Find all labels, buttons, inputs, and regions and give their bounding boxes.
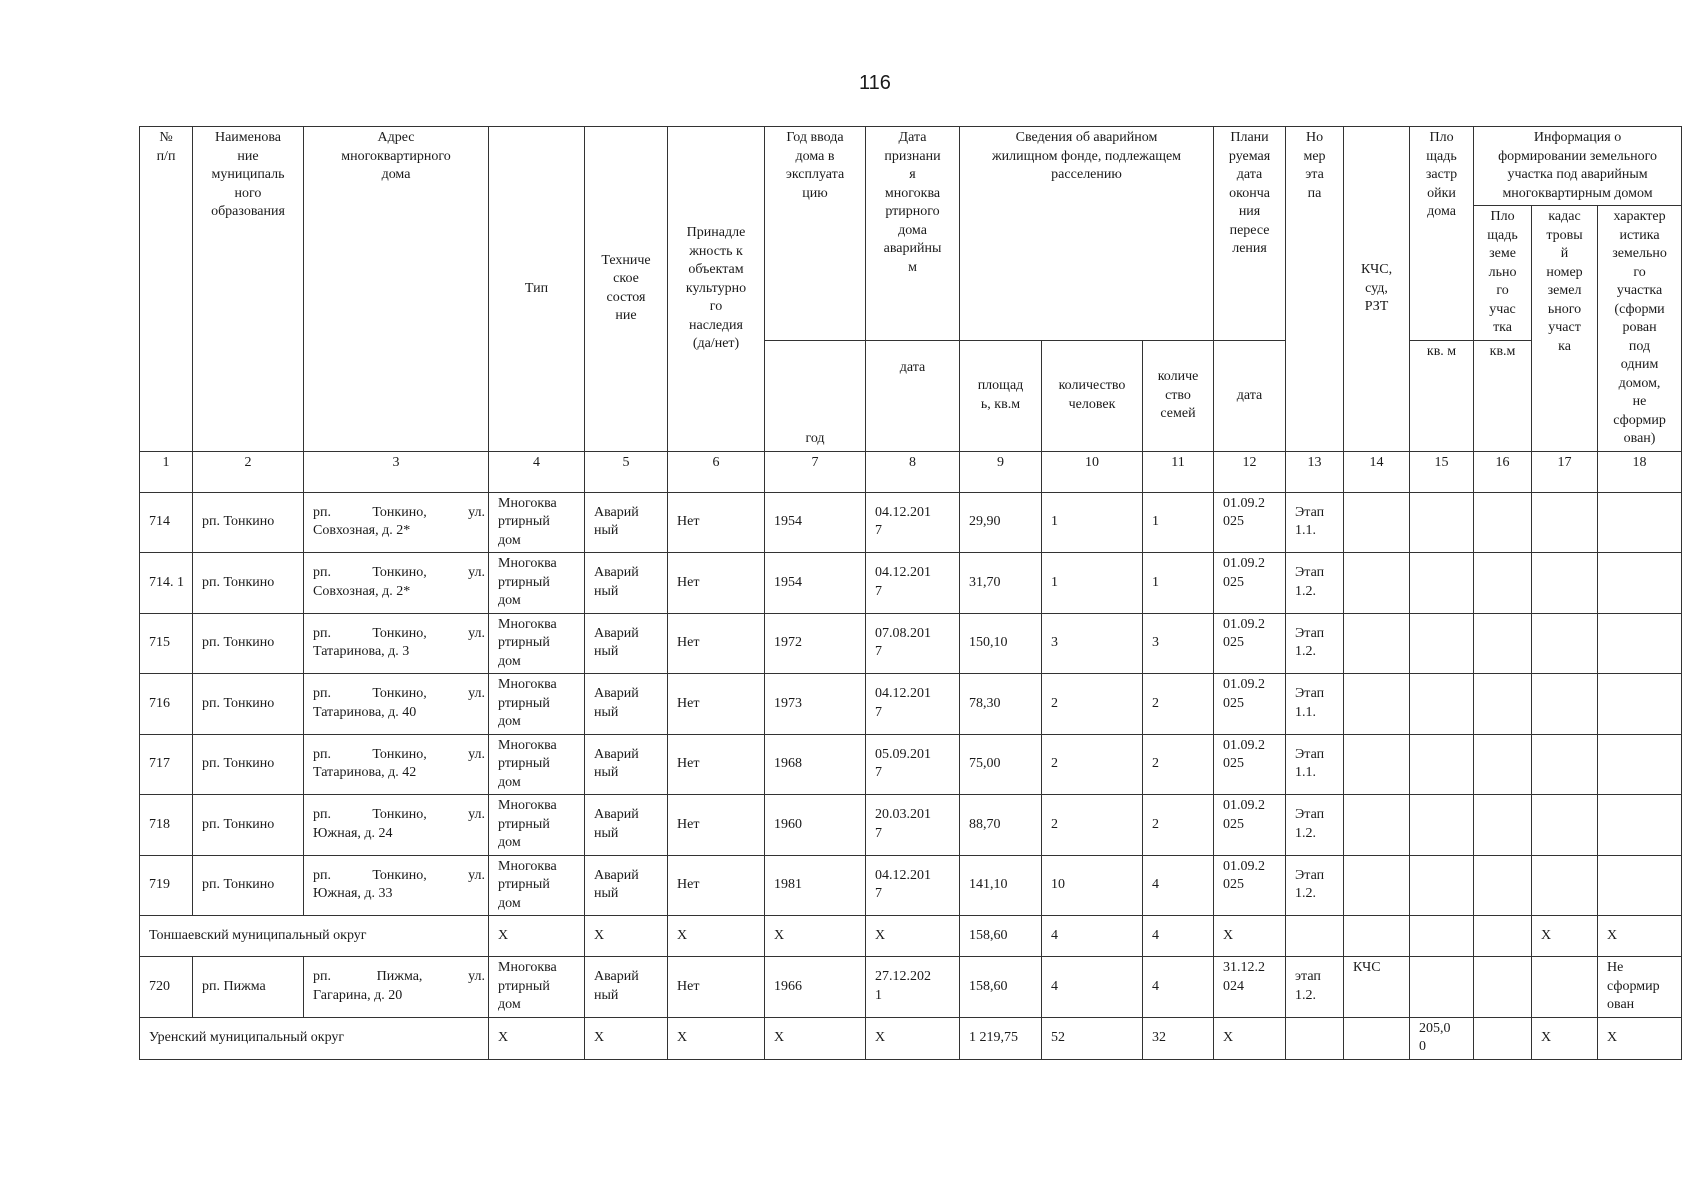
- cell-area: 88,70: [960, 795, 1042, 856]
- address-prefix: рп.: [313, 686, 331, 702]
- summary-cell: 205,0 0: [1410, 1017, 1474, 1059]
- column-number: 10: [1042, 451, 1143, 492]
- cell-stage: Этап 1.2.: [1286, 855, 1344, 916]
- cell-families: 2: [1143, 795, 1214, 856]
- cell-state: Аварий ный: [585, 674, 668, 735]
- cell-build-area: [1410, 674, 1474, 735]
- subheader-sqm: кв. м: [1410, 341, 1474, 451]
- summary-cell: Х: [489, 916, 585, 957]
- cell-families: 2: [1143, 734, 1214, 795]
- cell-heritage: Нет: [668, 674, 765, 735]
- column-number: 1: [140, 451, 193, 492]
- cell-address: [304, 795, 489, 856]
- address-city: Тонкино,: [372, 565, 427, 581]
- table-row: [140, 613, 1682, 674]
- cell-number: 720: [140, 957, 193, 1018]
- header-municipality: Наименова ние муниципаль ного образования: [193, 127, 304, 452]
- address-city: Тонкино,: [372, 867, 427, 883]
- cell-kchs: [1344, 734, 1410, 795]
- column-number: 8: [866, 451, 960, 492]
- summary-label: Уренский муниципальный округ: [140, 1017, 489, 1059]
- summary-cell: Х: [668, 1017, 765, 1059]
- subheader-plan-date: дата: [1214, 341, 1286, 451]
- summary-cell: 4: [1042, 916, 1143, 957]
- cell-land-area: [1474, 613, 1532, 674]
- table-row: [140, 957, 1682, 1018]
- cell-families: 4: [1143, 957, 1214, 1018]
- cell-stage: Этап 1.2.: [1286, 613, 1344, 674]
- address-street: Южная, д. 24: [313, 825, 393, 841]
- cell-state: Аварий ный: [585, 553, 668, 614]
- cell-state: Аварий ный: [585, 795, 668, 856]
- cell-plan-date: 01.09.2 025: [1214, 553, 1286, 614]
- cell-municipality: рп. Тонкино: [193, 855, 304, 916]
- cell-type: Многоква ртирный дом: [489, 795, 585, 856]
- cell-land-char: [1598, 613, 1682, 674]
- cell-land-char: [1598, 553, 1682, 614]
- column-number: 2: [193, 451, 304, 492]
- cell-type: Многоква ртирный дом: [489, 855, 585, 916]
- column-number-row: [140, 451, 1682, 492]
- cell-area: 78,30: [960, 674, 1042, 735]
- cell-land-area: [1474, 795, 1532, 856]
- cell-area: 31,70: [960, 553, 1042, 614]
- column-number: 17: [1532, 451, 1598, 492]
- summary-cell: [1344, 916, 1410, 957]
- subheader-date: дата: [866, 341, 960, 451]
- address-street: Гагарина, д. 20: [313, 987, 403, 1003]
- cell-land-area: [1474, 553, 1532, 614]
- cell-build-area: [1410, 553, 1474, 614]
- summary-cell: 158,60: [960, 916, 1042, 957]
- header-stage-number: Но мер эта па: [1286, 127, 1344, 452]
- cell-address: [304, 957, 489, 1018]
- cell-build-area: [1410, 492, 1474, 553]
- cell-cadastre: [1532, 613, 1598, 674]
- column-number: 15: [1410, 451, 1474, 492]
- summary-cell: [1286, 1017, 1344, 1059]
- cell-people: 4: [1042, 957, 1143, 1018]
- cell-number: 714. 1: [140, 553, 193, 614]
- cell-address: [304, 734, 489, 795]
- cell-heritage: Нет: [668, 492, 765, 553]
- cell-plan-date: 01.09.2 025: [1214, 492, 1286, 553]
- table-row: [140, 734, 1682, 795]
- summary-cell: Х: [585, 916, 668, 957]
- address-street-type: ул.: [468, 807, 485, 823]
- cell-build-area: [1410, 734, 1474, 795]
- address-prefix: рп.: [313, 565, 331, 581]
- cell-address: [304, 553, 489, 614]
- cell-land-char: [1598, 674, 1682, 735]
- header-date-recognized: Дата признани я многоква ртирного дома аварийны м: [866, 127, 960, 341]
- cell-people: 1: [1042, 492, 1143, 553]
- header-year-built: Год ввода дома в эксплуата цию: [765, 127, 866, 341]
- cell-municipality: рп. Тонкино: [193, 553, 304, 614]
- address-street-type: ул.: [468, 969, 485, 985]
- cell-date-recognized: 05.09.201 7: [866, 734, 960, 795]
- address-street-type: ул.: [468, 686, 485, 702]
- header-land-char: характер истика земельно го участка (сформи рован под одним домом, не сформир ован): [1598, 206, 1682, 452]
- address-prefix: рп.: [313, 807, 331, 823]
- cell-land-char: Не сформир ован: [1598, 957, 1682, 1018]
- address-street-type: ул.: [468, 625, 485, 641]
- cell-kchs: КЧС: [1344, 957, 1410, 1018]
- summary-cell: Х: [765, 916, 866, 957]
- cell-kchs: [1344, 492, 1410, 553]
- summary-cell: 4: [1143, 916, 1214, 957]
- address-street-type: ул.: [468, 867, 485, 883]
- cell-land-char: [1598, 492, 1682, 553]
- table-row: [140, 855, 1682, 916]
- cell-state: Аварий ный: [585, 957, 668, 1018]
- table-row: [140, 795, 1682, 856]
- cell-state: Аварий ный: [585, 734, 668, 795]
- subheader-sqm-land: кв.м: [1474, 341, 1532, 451]
- cell-land-char: [1598, 795, 1682, 856]
- header-heritage: Принадле жность к объектам культурно го наследия (да/нет): [668, 127, 765, 452]
- cell-type: Многоква ртирный дом: [489, 553, 585, 614]
- cell-stage: Этап 1.2.: [1286, 795, 1344, 856]
- summary-cell: 1 219,75: [960, 1017, 1042, 1059]
- cell-stage: Этап 1.1.: [1286, 674, 1344, 735]
- cell-area: 158,60: [960, 957, 1042, 1018]
- cell-people: 10: [1042, 855, 1143, 916]
- summary-cell: Х: [585, 1017, 668, 1059]
- cell-municipality: рп. Тонкино: [193, 795, 304, 856]
- summary-cell: 52: [1042, 1017, 1143, 1059]
- header-cadastre: кадас тровы й номер земел ьного участ ка: [1532, 206, 1598, 452]
- table-row: [140, 492, 1682, 553]
- summary-cell: [1474, 916, 1532, 957]
- cell-cadastre: [1532, 674, 1598, 735]
- cell-people: 1: [1042, 553, 1143, 614]
- cell-stage: Этап 1.2.: [1286, 553, 1344, 614]
- address-street-type: ул.: [468, 504, 485, 520]
- summary-cell: Х: [489, 1017, 585, 1059]
- page-number: 116: [859, 72, 891, 94]
- header-land-area: Пло щадь земе льно го учас тка: [1474, 206, 1532, 341]
- address-city: Тонкино,: [372, 807, 427, 823]
- summary-row-tonshaevsky: [140, 916, 1682, 957]
- summary-cell: [1474, 1017, 1532, 1059]
- cell-number: 719: [140, 855, 193, 916]
- address-street-type: ул.: [468, 565, 485, 581]
- address-prefix: рп.: [313, 504, 331, 520]
- cell-municipality: рп. Тонкино: [193, 734, 304, 795]
- address-prefix: рп.: [313, 625, 331, 641]
- cell-state: Аварий ный: [585, 855, 668, 916]
- cell-cadastre: [1532, 553, 1598, 614]
- cell-cadastre: [1532, 492, 1598, 553]
- summary-row-urensky: [140, 1017, 1682, 1059]
- cell-build-area: [1410, 613, 1474, 674]
- cell-date-recognized: 04.12.201 7: [866, 553, 960, 614]
- table-row: [140, 553, 1682, 614]
- header-technical-state: Техниче ское состоя ние: [585, 127, 668, 452]
- cell-area: 29,90: [960, 492, 1042, 553]
- subheader-people: количество человек: [1042, 341, 1143, 451]
- cell-heritage: Нет: [668, 553, 765, 614]
- cell-people: 2: [1042, 795, 1143, 856]
- cell-area: 141,10: [960, 855, 1042, 916]
- cell-families: 1: [1143, 553, 1214, 614]
- address-street: Татаринова, д. 42: [313, 765, 417, 781]
- cell-cadastre: [1532, 734, 1598, 795]
- cell-address: [304, 855, 489, 916]
- column-number: 11: [1143, 451, 1214, 492]
- column-number: 7: [765, 451, 866, 492]
- address-prefix: рп.: [313, 746, 331, 762]
- cell-plan-date: 01.09.2 025: [1214, 674, 1286, 735]
- cell-cadastre: [1532, 795, 1598, 856]
- cell-type: Многоква ртирный дом: [489, 674, 585, 735]
- summary-cell: Х: [866, 1017, 960, 1059]
- cell-plan-date: 01.09.2 025: [1214, 855, 1286, 916]
- cell-plan-date: 31.12.2 024: [1214, 957, 1286, 1018]
- cell-year: 1973: [765, 674, 866, 735]
- address-city: Тонкино,: [372, 625, 427, 641]
- cell-municipality: рп. Тонкино: [193, 674, 304, 735]
- cell-build-area: [1410, 957, 1474, 1018]
- cell-stage: этап 1.2.: [1286, 957, 1344, 1018]
- cell-number: 714: [140, 492, 193, 553]
- cell-number: 715: [140, 613, 193, 674]
- cell-land-char: [1598, 855, 1682, 916]
- summary-cell: Х: [1598, 1017, 1682, 1059]
- subheader-area: площад ь, кв.м: [960, 341, 1042, 451]
- cell-date-recognized: 04.12.201 7: [866, 855, 960, 916]
- cell-people: 3: [1042, 613, 1143, 674]
- cell-type: Многоква ртирный дом: [489, 492, 585, 553]
- cell-families: 2: [1143, 674, 1214, 735]
- column-number: 4: [489, 451, 585, 492]
- cell-state: Аварий ный: [585, 613, 668, 674]
- cell-date-recognized: 07.08.201 7: [866, 613, 960, 674]
- column-number: 3: [304, 451, 489, 492]
- cell-cadastre: [1532, 855, 1598, 916]
- header-planned-date: Плани руемая дата оконча ния пересе ления: [1214, 127, 1286, 341]
- cell-plan-date: 01.09.2 025: [1214, 795, 1286, 856]
- cell-kchs: [1344, 795, 1410, 856]
- address-city: Пижма,: [376, 969, 423, 985]
- header-emergency-fund: Сведения об аварийном жилищном фонде, подлежащем расселению: [960, 127, 1214, 341]
- column-number: 6: [668, 451, 765, 492]
- column-number: 16: [1474, 451, 1532, 492]
- cell-kchs: [1344, 613, 1410, 674]
- column-number: 14: [1344, 451, 1410, 492]
- cell-date-recognized: 27.12.202 1: [866, 957, 960, 1018]
- cell-people: 2: [1042, 674, 1143, 735]
- cell-date-recognized: 04.12.201 7: [866, 492, 960, 553]
- cell-plan-date: 01.09.2 025: [1214, 613, 1286, 674]
- address-city: Тонкино,: [372, 686, 427, 702]
- emergency-housing-table: [139, 126, 1682, 1060]
- subheader-year: год: [765, 341, 866, 451]
- cell-year: 1960: [765, 795, 866, 856]
- address-prefix: рп.: [313, 867, 331, 883]
- summary-cell: [1286, 916, 1344, 957]
- cell-build-area: [1410, 795, 1474, 856]
- cell-heritage: Нет: [668, 795, 765, 856]
- cell-area: 75,00: [960, 734, 1042, 795]
- cell-municipality: рп. Тонкино: [193, 492, 304, 553]
- cell-date-recognized: 20.03.201 7: [866, 795, 960, 856]
- cell-address: [304, 674, 489, 735]
- cell-type: Многоква ртирный дом: [489, 734, 585, 795]
- cell-families: 1: [1143, 492, 1214, 553]
- cell-year: 1968: [765, 734, 866, 795]
- summary-cell: [1344, 1017, 1410, 1059]
- cell-type: Многоква ртирный дом: [489, 613, 585, 674]
- address-street: Татаринова, д. 3: [313, 644, 410, 660]
- cell-heritage: Нет: [668, 734, 765, 795]
- column-number: 12: [1214, 451, 1286, 492]
- cell-address: [304, 492, 489, 553]
- header-building-area: Пло щадь застр ойки дома: [1410, 127, 1474, 341]
- column-number: 13: [1286, 451, 1344, 492]
- address-city: Тонкино,: [372, 504, 427, 520]
- cell-land-area: [1474, 855, 1532, 916]
- cell-year: 1981: [765, 855, 866, 916]
- subheader-families: количе ство семей: [1143, 341, 1214, 451]
- cell-number: 717: [140, 734, 193, 795]
- column-number: 5: [585, 451, 668, 492]
- summary-cell: Х: [866, 916, 960, 957]
- cell-build-area: [1410, 855, 1474, 916]
- cell-plan-date: 01.09.2 025: [1214, 734, 1286, 795]
- column-number: 18: [1598, 451, 1682, 492]
- summary-cell: Х: [1532, 916, 1598, 957]
- cell-kchs: [1344, 855, 1410, 916]
- summary-cell: Х: [1598, 916, 1682, 957]
- cell-kchs: [1344, 674, 1410, 735]
- cell-area: 150,10: [960, 613, 1042, 674]
- summary-cell: 32: [1143, 1017, 1214, 1059]
- cell-number: 716: [140, 674, 193, 735]
- cell-type: Многоква ртирный дом: [489, 957, 585, 1018]
- cell-heritage: Нет: [668, 957, 765, 1018]
- cell-address: [304, 613, 489, 674]
- summary-cell: [1410, 916, 1474, 957]
- table-body: [140, 492, 1682, 916]
- cell-kchs: [1344, 553, 1410, 614]
- cell-municipality: рп. Пижма: [193, 957, 304, 1018]
- cell-state: Аварий ный: [585, 492, 668, 553]
- table-row: [140, 674, 1682, 735]
- cell-stage: Этап 1.1.: [1286, 492, 1344, 553]
- cell-date-recognized: 04.12.201 7: [866, 674, 960, 735]
- summary-cell: Х: [668, 916, 765, 957]
- cell-cadastre: [1532, 957, 1598, 1018]
- cell-number: 718: [140, 795, 193, 856]
- cell-year: 1972: [765, 613, 866, 674]
- cell-municipality: рп. Тонкино: [193, 613, 304, 674]
- cell-land-char: [1598, 734, 1682, 795]
- cell-people: 2: [1042, 734, 1143, 795]
- summary-cell: Х: [1214, 916, 1286, 957]
- cell-year: 1954: [765, 492, 866, 553]
- column-number: 9: [960, 451, 1042, 492]
- address-street: Татаринова, д. 40: [313, 704, 417, 720]
- cell-year: 1966: [765, 957, 866, 1018]
- cell-land-area: [1474, 492, 1532, 553]
- cell-heritage: Нет: [668, 613, 765, 674]
- address-street: Совхозная, д. 2*: [313, 583, 411, 599]
- address-street: Совхозная, д. 2*: [313, 523, 411, 539]
- header-address: Адрес многоквартирного дома: [304, 127, 489, 452]
- cell-stage: Этап 1.1.: [1286, 734, 1344, 795]
- cell-land-area: [1474, 674, 1532, 735]
- summary-cell: Х: [1214, 1017, 1286, 1059]
- cell-land-area: [1474, 957, 1532, 1018]
- header-number: № п/п: [140, 127, 193, 452]
- address-street: Южная, д. 33: [313, 886, 393, 902]
- summary-cell: Х: [1532, 1017, 1598, 1059]
- cell-families: 3: [1143, 613, 1214, 674]
- address-street-type: ул.: [468, 746, 485, 762]
- cell-heritage: Нет: [668, 855, 765, 916]
- cell-year: 1954: [765, 553, 866, 614]
- table-header: [140, 127, 1682, 452]
- summary-label: Тоншаевский муниципальный округ: [140, 916, 489, 957]
- header-kchs: КЧС, суд, РЗТ: [1344, 127, 1410, 452]
- summary-cell: Х: [765, 1017, 866, 1059]
- header-type: Тип: [489, 127, 585, 452]
- cell-land-area: [1474, 734, 1532, 795]
- address-city: Тонкино,: [372, 746, 427, 762]
- address-prefix: рп.: [313, 969, 331, 985]
- header-land-info: Информация о формировании земельного участка под аварийным многоквартирным домом: [1474, 127, 1682, 206]
- cell-families: 4: [1143, 855, 1214, 916]
